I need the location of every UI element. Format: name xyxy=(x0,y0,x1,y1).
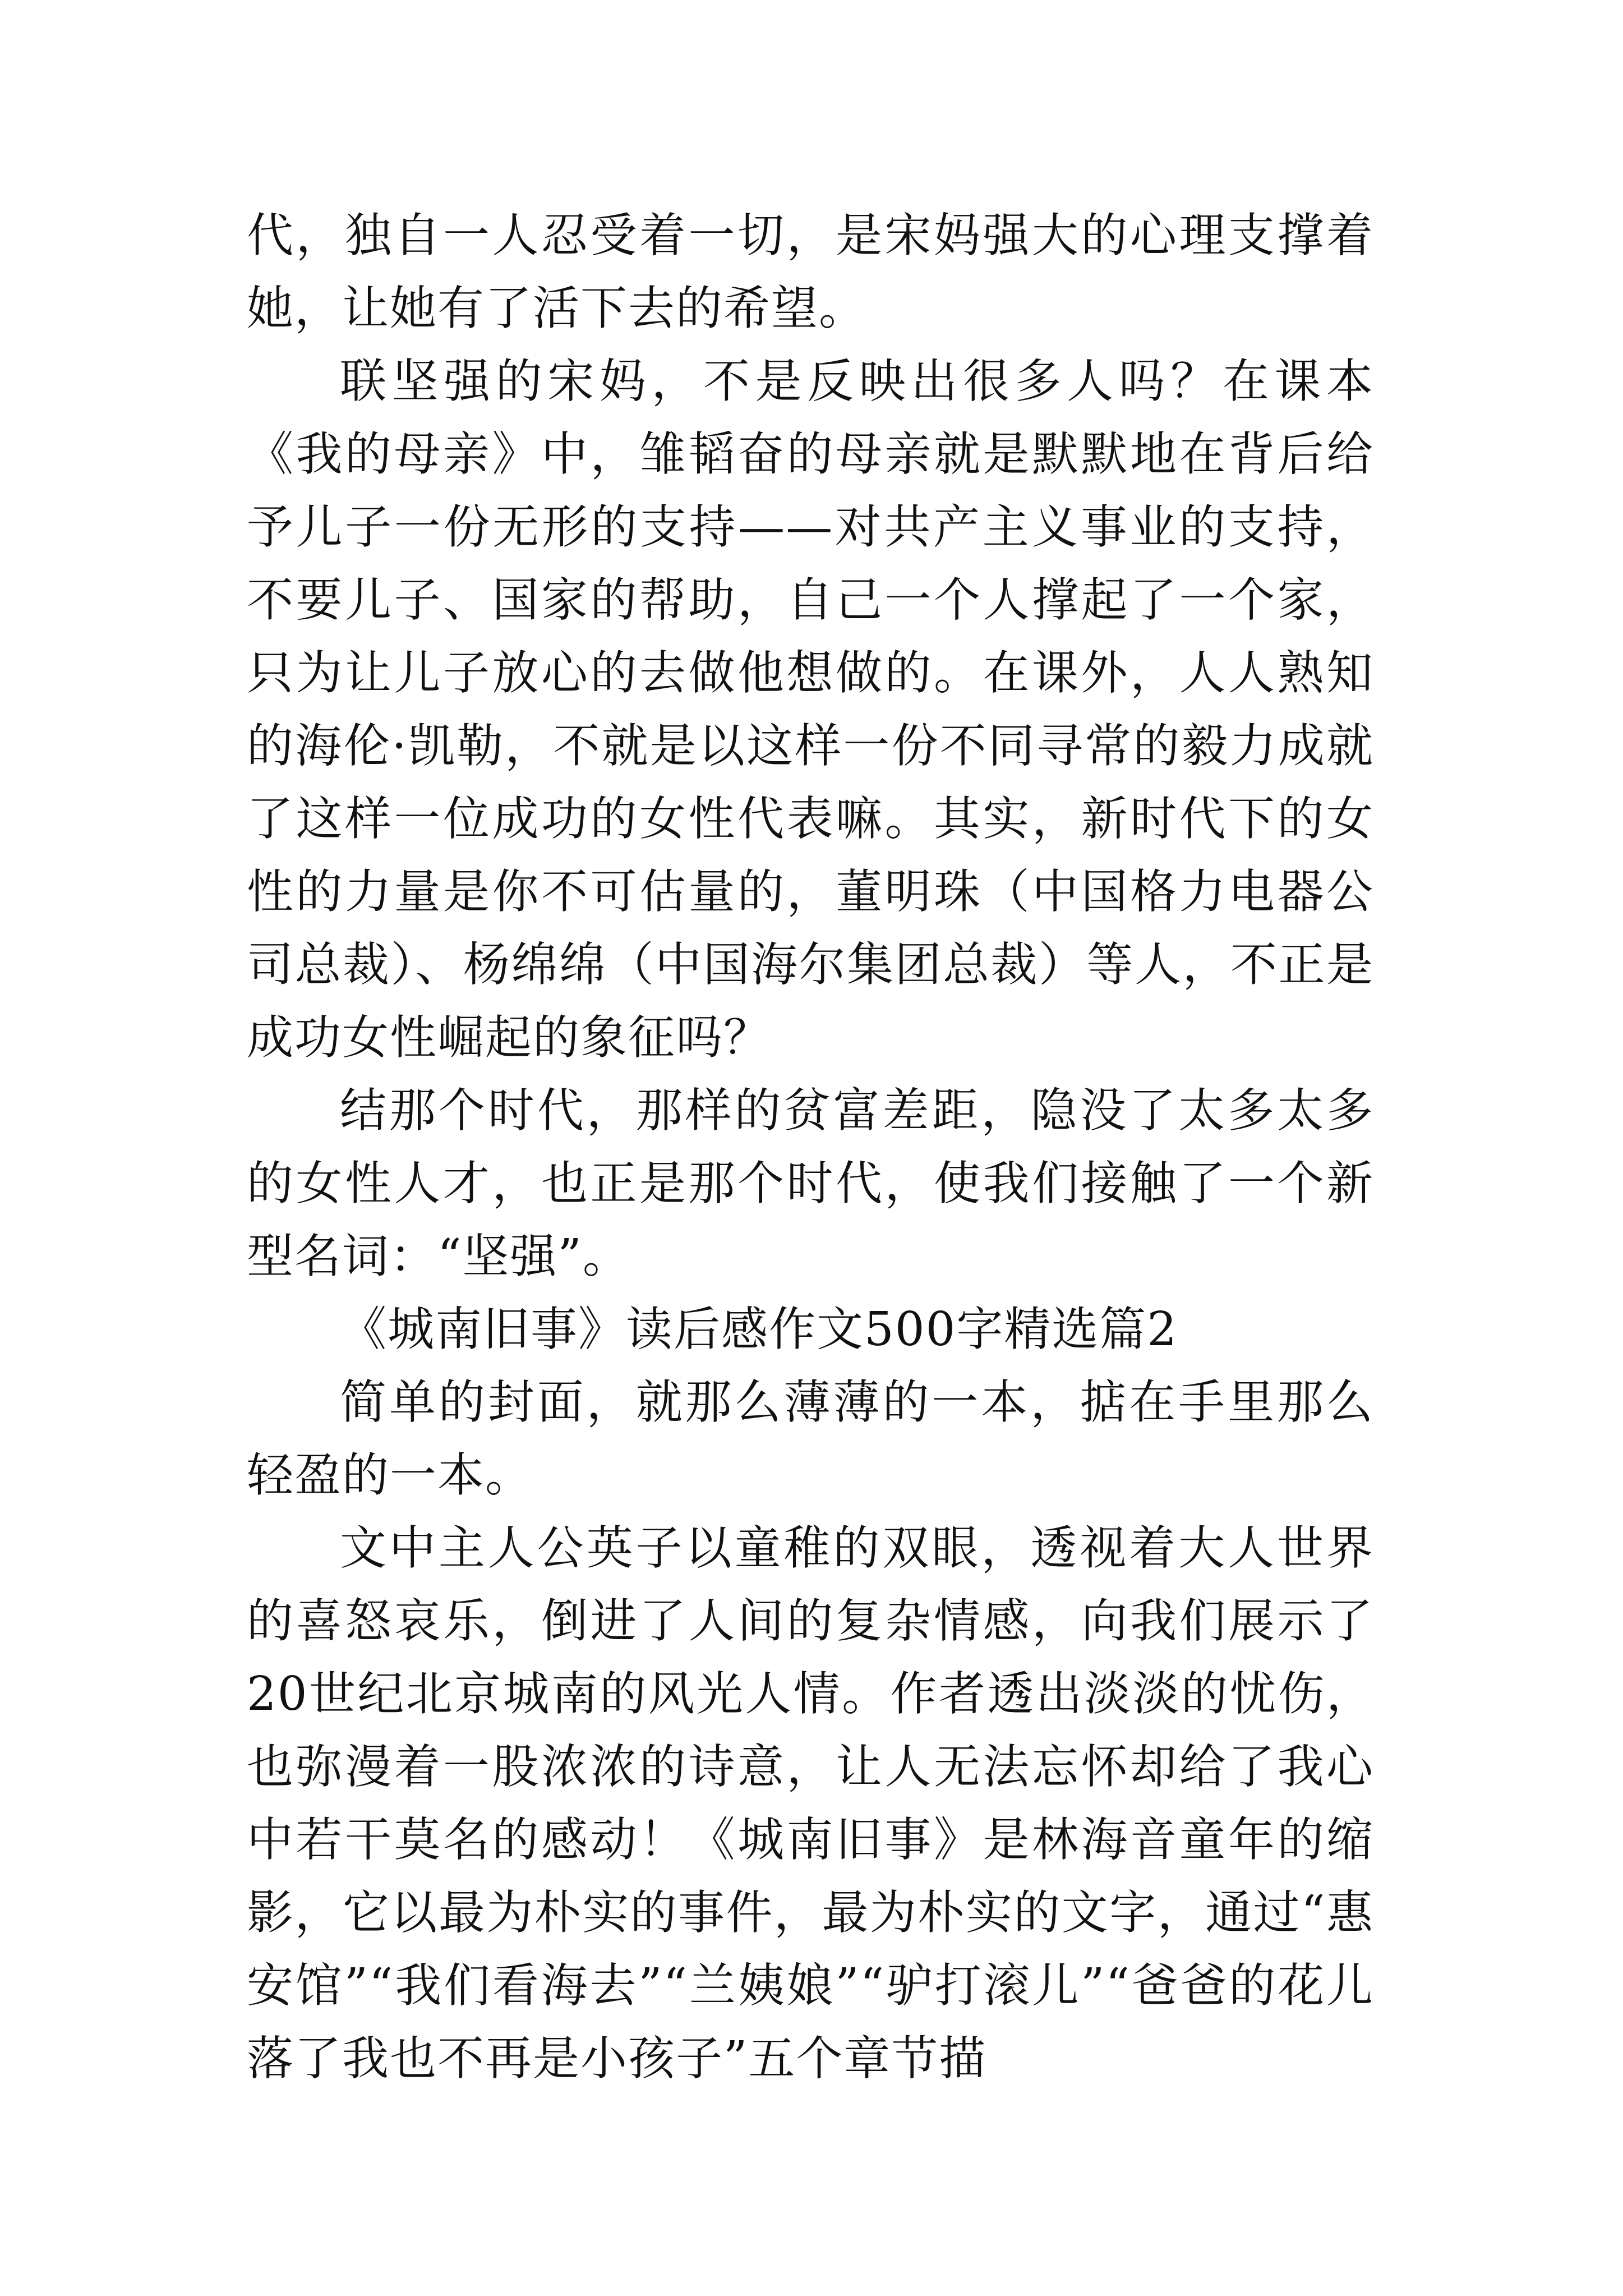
paragraph-continued: 代，独自一人忍受着一切，是宋妈强大的心理支撑着她，让她有了活下去的希望。 xyxy=(247,208,1374,335)
document-body xyxy=(247,199,1374,2095)
paragraph: 简单的封面，就那么薄薄的一本，掂在手里那么轻盈的一本。 xyxy=(247,1375,1374,1502)
paragraph: 结那个时代，那样的贫富差距，隐没了太多太多的女性人才，也正是那个时代，使我们接触了一个新型名词：“坚强”。 xyxy=(247,1083,1374,1283)
section-heading: 《城南旧事》读后感作文500字精选篇2 xyxy=(340,1302,1178,1356)
paragraph: 联坚强的宋妈，不是反映出很多人吗？在课本《我的母亲》中，雏韬奋的母亲就是默默地在背后给予儿子一份无形的支持——对共产主义事业的支持，不要儿子、国家的帮助，自己一个人撑起了一个家，只为让儿子放心的去做他想做的。在课外，人人熟知的海伦·凯勒，不就是以这样一份不同寻常的毅力成就了这样一位成功的女性代表嘛。其实，新时代下的女性的力量是你不可估量的，董明珠（中国格力电器公司总裁）、杨绵绵（中国海尔集团总裁）等人，不正是成功女性崛起的象征吗？ xyxy=(247,354,1374,1065)
paragraph: 文中主人公英子以童稚的双眼，透视着大人世界的喜怒哀乐，倒进了人间的复杂情感，向我们展示了20世纪北京城南的风光人情。作者透出淡淡的忧伤，也弥漫着一股浓浓的诗意，让人无法忘怀却给了我心中若干莫名的感动！《城南旧事》是林海音童年的缩影，它以最为朴实的事件，最为朴实的文字，通过“惠安馆”“我们看海去”“兰姨娘”“驴打滚儿”“爸爸的花儿落了我也不再是小孩子”五个章节描 xyxy=(247,1521,1374,2086)
